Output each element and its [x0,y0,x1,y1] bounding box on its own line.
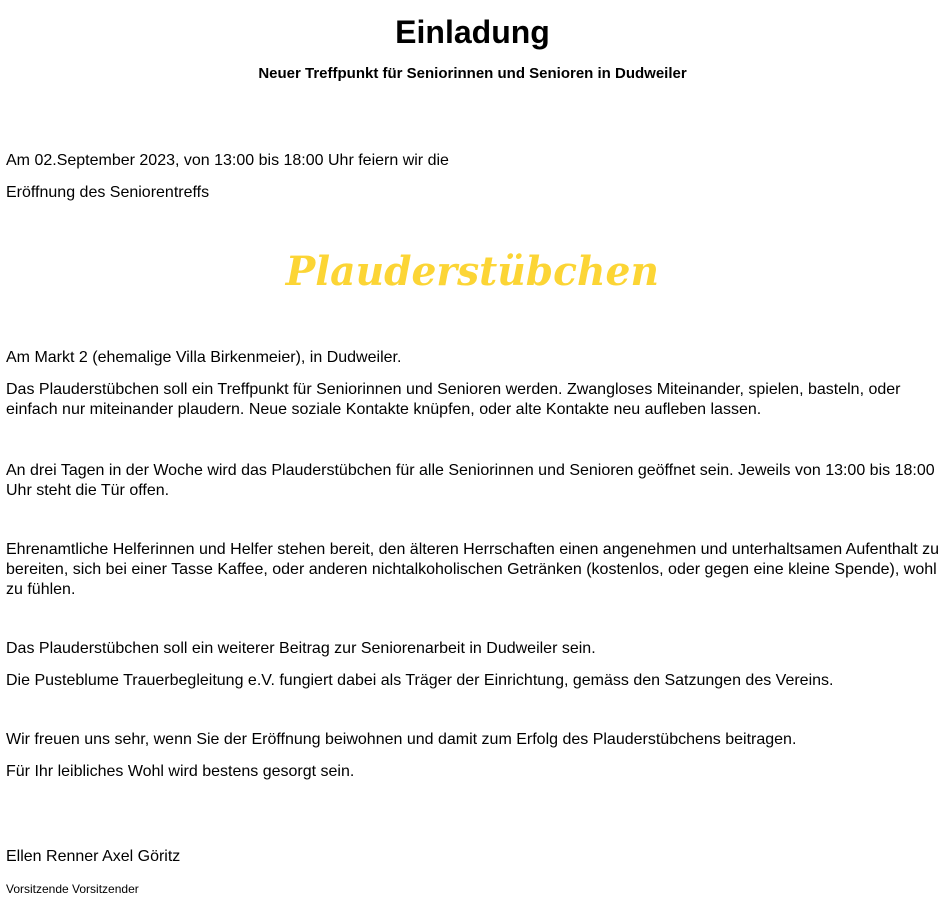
page-subtitle: Neuer Treffpunkt für Seniorinnen und Senioren in Dudweiler [258,65,687,82]
paragraph-contribution: Das Plauderstübchen soll ein weiterer Beitrag zur Seniorenarbeit in Dudweiler sein. [6,640,596,657]
plauderstuebchen-logo: Plauderstübchen [285,248,660,295]
paragraph-opening-hours: An drei Tagen in der Woche wird das Plauderstübchen für alle Seniorinnen und Senioren geöffnet sein. Jeweils von 13:00 bis 18:00 Uhr steht die Tür offen. [6,462,935,499]
paragraph-catering: Für Ihr leibliches Wohl wird bestens gesorgt sein. [6,763,355,780]
page-title: Einladung [395,14,550,50]
intro-line-event: Eröffnung des Seniorentreffs [6,184,210,201]
address-text: Am Markt 2 (ehemalige Villa Birkenmeier), in Dudweiler. [6,349,402,366]
paragraph-invitation: Wir freuen uns sehr, wenn Sie der Eröffnung beiwohnen und damit zum Erfolg des Plauderstübchens beitragen. [6,731,797,748]
logo-container [0,244,945,304]
paragraph-helpers: Ehrenamtliche Helferinnen und Helfer stehen bereit, den älteren Herrschaften einen angenehmen und unterhaltsamen Aufenthalt zu bereiten, sich bei einer Tasse Kaffee, oder anderen nichtalkoholischen Getränken (kostenlos, oder gegen eine kleine Spende), wohl zu fühlen. [6,541,940,598]
signature-roles: Vorsitzende Vorsitzender [6,882,139,896]
intro-line-date: Am 02.September 2023, von 13:00 bis 18:00 Uhr feiern wir die [6,152,449,169]
paragraph-sponsor: Die Pusteblume Trauerbegleitung e.V. fungiert dabei als Träger der Einrichtung, gemäss den Satzungen des Vereins. [6,672,834,689]
signature-names: Ellen Renner Axel Göritz [6,848,181,865]
paragraph-purpose: Das Plauderstübchen soll ein Treffpunkt für Seniorinnen und Senioren werden. Zwangloses Miteinander, spielen, basteln, oder einfach nur miteinander plaudern. Neue soziale Kontakte knüpfen, oder alte Kontakte neu aufleben lassen. [6,381,901,418]
